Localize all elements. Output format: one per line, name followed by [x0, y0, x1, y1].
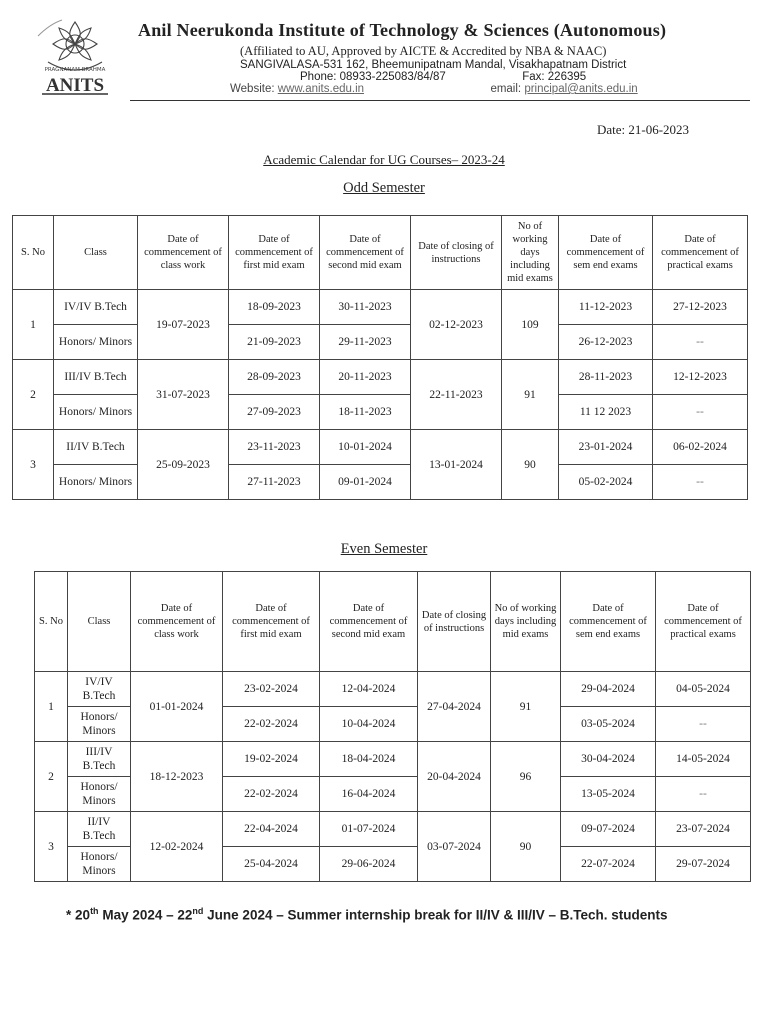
- header-sno: S. No: [13, 216, 54, 290]
- second-mid-date-cell: 30-11-2023: [320, 290, 411, 325]
- internship-footnote: [66, 906, 668, 923]
- serial-number-cell: 1: [35, 672, 68, 742]
- class-cell: II/IV B.Tech: [68, 812, 131, 847]
- ANITS-emblem: [20, 14, 130, 98]
- odd-semester-title-text: Odd Semester: [343, 180, 425, 196]
- odd-semester-title: [0, 180, 768, 197]
- table-header-row: [13, 216, 748, 290]
- closing-date-cell: 13-01-2024: [411, 430, 502, 500]
- email-link[interactable]: principal@anits.edu.in: [524, 83, 638, 95]
- first-mid-date-cell: 19-02-2024: [223, 742, 320, 777]
- footnote-end-suffix: nd: [192, 906, 204, 916]
- document-date: Date: 21-06-2023: [597, 122, 690, 137]
- table-body: [35, 672, 751, 882]
- first-mid-date-cell: 23-11-2023: [229, 430, 320, 465]
- website-link[interactable]: www.anits.edu.in: [277, 83, 365, 95]
- institute-name: Anil Neerukonda Institute of Technology & Sciences (Autonomous): [138, 20, 667, 40]
- class-cell: Honors/ Minors: [68, 777, 131, 812]
- class-cell: II/IV B.Tech: [54, 430, 138, 465]
- serial-number-cell: 1: [13, 290, 54, 360]
- working-days-cell: 91: [491, 672, 561, 742]
- sem-end-date-cell: 29-04-2024: [561, 672, 656, 707]
- first-mid-date-cell: 27-11-2023: [229, 465, 320, 500]
- calendar-title: [0, 152, 768, 168]
- working-days-cell: 90: [491, 812, 561, 882]
- practical-date-cell: 29-07-2024: [656, 847, 751, 882]
- closing-date-cell: 27-04-2024: [418, 672, 491, 742]
- logo-wordmark: ANITS: [45, 75, 105, 96]
- table-row: [35, 812, 751, 847]
- header-class: Class: [68, 572, 131, 672]
- practical-date-cell: --: [656, 777, 751, 812]
- working-days-cell: 96: [491, 742, 561, 812]
- class-work-date-cell: 18-12-2023: [131, 742, 223, 812]
- sem-end-date-cell: 13-05-2024: [561, 777, 656, 812]
- even-semester-title-text: Even Semester: [340, 541, 428, 557]
- class-cell: Honors/ Minors: [54, 465, 138, 500]
- odd-semester-table: [12, 215, 748, 500]
- table-row: [13, 290, 748, 325]
- table-row: [35, 742, 751, 777]
- sem-end-date-cell: 28-11-2023: [559, 360, 653, 395]
- phone-number: Phone: 08933-225083/84/87: [300, 71, 446, 83]
- website-label: Website:: [230, 83, 275, 95]
- even-semester-table: [34, 571, 751, 882]
- class-work-date-cell: 01-01-2024: [131, 672, 223, 742]
- sem-end-date-cell: 23-01-2024: [559, 430, 653, 465]
- first-mid-date-cell: 22-02-2024: [223, 777, 320, 812]
- practical-date-cell: 12-12-2023: [653, 360, 748, 395]
- table-row: [13, 395, 748, 430]
- practical-date-cell: 23-07-2024: [656, 812, 751, 847]
- first-mid-date-cell: 21-09-2023: [229, 325, 320, 360]
- web-email-row: [230, 83, 638, 95]
- fax-number: Fax: 226395: [522, 71, 587, 83]
- header-closing: Date of closing of instructions: [418, 572, 491, 672]
- header-working-days: No of working days including mid exams: [491, 572, 561, 672]
- institute-logo: [20, 14, 130, 98]
- header-sem-end: Date of commencement of sem end exams: [559, 216, 653, 290]
- sem-end-date-cell: 09-07-2024: [561, 812, 656, 847]
- first-mid-date-cell: 22-04-2024: [223, 812, 320, 847]
- header-practical: Date of commencement of practical exams: [653, 216, 748, 290]
- footnote-start-suffix: th: [90, 906, 99, 916]
- header-second-mid: Date of commencement of second mid exam: [320, 216, 411, 290]
- second-mid-date-cell: 16-04-2024: [320, 777, 418, 812]
- email-label: email:: [490, 83, 522, 95]
- second-mid-date-cell: 29-11-2023: [320, 325, 411, 360]
- header-first-mid: Date of commencement of first mid exam: [223, 572, 320, 672]
- header-sem-end: Date of commencement of sem end exams: [561, 572, 656, 672]
- second-mid-date-cell: 09-01-2024: [320, 465, 411, 500]
- header-first-mid: Date of commencement of first mid exam: [229, 216, 320, 290]
- serial-number-cell: 2: [13, 360, 54, 430]
- sem-end-date-cell: 11-12-2023: [559, 290, 653, 325]
- sem-end-date-cell: 11 12 2023: [559, 395, 653, 430]
- first-mid-date-cell: 23-02-2024: [223, 672, 320, 707]
- working-days-cell: 91: [502, 360, 559, 430]
- practical-date-cell: 06-02-2024: [653, 430, 748, 465]
- practical-date-cell: --: [653, 325, 748, 360]
- serial-number-cell: 3: [35, 812, 68, 882]
- even-semester-title: [0, 541, 768, 558]
- class-cell: Honors/ Minors: [54, 325, 138, 360]
- sem-end-date-cell: 03-05-2024: [561, 707, 656, 742]
- practical-date-cell: --: [653, 465, 748, 500]
- second-mid-date-cell: 18-04-2024: [320, 742, 418, 777]
- letterhead-divider: [130, 100, 750, 101]
- closing-date-cell: 03-07-2024: [418, 812, 491, 882]
- class-cell: IV/IV B.Tech: [68, 672, 131, 707]
- practical-date-cell: 04-05-2024: [656, 672, 751, 707]
- class-work-date-cell: 31-07-2023: [138, 360, 229, 430]
- working-days-cell: 109: [502, 290, 559, 360]
- footnote-star: *: [66, 907, 72, 923]
- second-mid-date-cell: 10-04-2024: [320, 707, 418, 742]
- second-mid-date-cell: 20-11-2023: [320, 360, 411, 395]
- serial-number-cell: 3: [13, 430, 54, 500]
- contact-row: [300, 71, 586, 83]
- class-work-date-cell: 19-07-2023: [138, 290, 229, 360]
- header-practical: Date of commencement of practical exams: [656, 572, 751, 672]
- table-body: [13, 290, 748, 500]
- calendar-title-text: Academic Calendar for UG Courses– 2023-24: [263, 152, 505, 167]
- first-mid-date-cell: 27-09-2023: [229, 395, 320, 430]
- header-working-days: No of working days including mid exams: [502, 216, 559, 290]
- table-header-row: [35, 572, 751, 672]
- footnote-text-1: May 2024 – 22: [102, 907, 193, 923]
- closing-date-cell: 22-11-2023: [411, 360, 502, 430]
- table-row: [13, 430, 748, 465]
- sem-end-date-cell: 26-12-2023: [559, 325, 653, 360]
- header-closing: Date of closing of instructions: [411, 216, 502, 290]
- second-mid-date-cell: 01-07-2024: [320, 812, 418, 847]
- practical-date-cell: 14-05-2024: [656, 742, 751, 777]
- class-cell: IV/IV B.Tech: [54, 290, 138, 325]
- affiliation-line: (Affiliated to AU, Approved by AICTE & Accredited by NBA & NAAC): [240, 44, 607, 58]
- first-mid-date-cell: 25-04-2024: [223, 847, 320, 882]
- header-sno: S. No: [35, 572, 68, 672]
- closing-date-cell: 02-12-2023: [411, 290, 502, 360]
- sem-end-date-cell: 30-04-2024: [561, 742, 656, 777]
- class-work-date-cell: 25-09-2023: [138, 430, 229, 500]
- sem-end-date-cell: 22-07-2024: [561, 847, 656, 882]
- sem-end-date-cell: 05-02-2024: [559, 465, 653, 500]
- class-cell: III/IV B.Tech: [68, 742, 131, 777]
- table-row: [13, 360, 748, 395]
- logo-motto: PRAGNANAM BRAHMA: [44, 67, 106, 73]
- first-mid-date-cell: 28-09-2023: [229, 360, 320, 395]
- header-class: Class: [54, 216, 138, 290]
- header-class-work: Date of commencement of class work: [131, 572, 223, 672]
- footnote-text-2: June 2024 – Summer internship break for II/IV & III/IV – B.Tech. students: [207, 907, 668, 923]
- practical-date-cell: 27-12-2023: [653, 290, 748, 325]
- table-row: [13, 465, 748, 500]
- table-row: [35, 672, 751, 707]
- header-class-work: Date of commencement of class work: [138, 216, 229, 290]
- class-work-date-cell: 12-02-2024: [131, 812, 223, 882]
- practical-date-cell: --: [656, 707, 751, 742]
- second-mid-date-cell: 12-04-2024: [320, 672, 418, 707]
- first-mid-date-cell: 18-09-2023: [229, 290, 320, 325]
- footnote-start-day: 20: [75, 907, 91, 923]
- serial-number-cell: 2: [35, 742, 68, 812]
- closing-date-cell: 20-04-2024: [418, 742, 491, 812]
- address-line: SANGIVALASA-531 162, Bheemunipatnam Mandal, Visakhapatnam District: [240, 59, 627, 71]
- class-cell: Honors/ Minors: [68, 847, 131, 882]
- table-row: [13, 325, 748, 360]
- header-second-mid: Date of commencement of second mid exam: [320, 572, 418, 672]
- first-mid-date-cell: 22-02-2024: [223, 707, 320, 742]
- class-cell: III/IV B.Tech: [54, 360, 138, 395]
- second-mid-date-cell: 29-06-2024: [320, 847, 418, 882]
- practical-date-cell: --: [653, 395, 748, 430]
- class-cell: Honors/ Minors: [54, 395, 138, 430]
- second-mid-date-cell: 10-01-2024: [320, 430, 411, 465]
- working-days-cell: 90: [502, 430, 559, 500]
- class-cell: Honors/ Minors: [68, 707, 131, 742]
- second-mid-date-cell: 18-11-2023: [320, 395, 411, 430]
